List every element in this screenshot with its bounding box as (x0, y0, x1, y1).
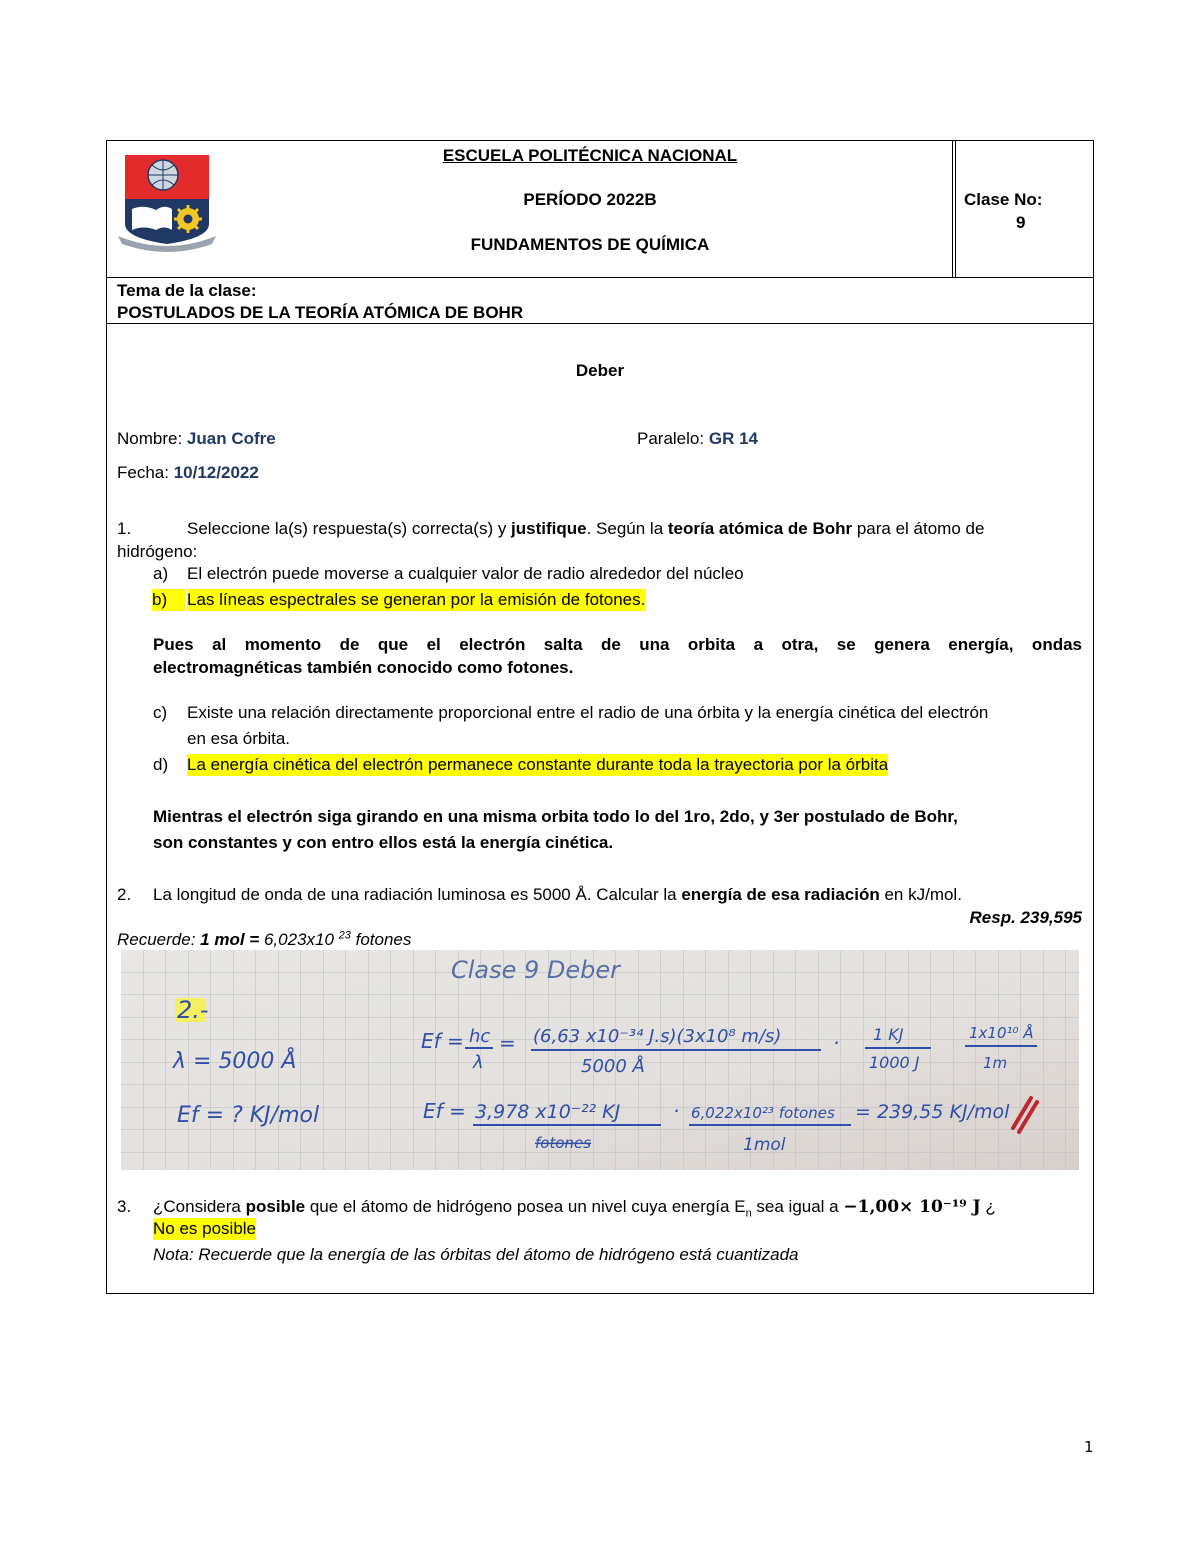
q2-reminder-exponent: 23 (338, 929, 351, 942)
q1-option-c-letter: c) (153, 703, 168, 722)
q2-prompt (153, 884, 962, 906)
q3-prompt-subscript: n (745, 1207, 752, 1220)
hw-eq1-lhs: Ef = (421, 1029, 464, 1053)
hw-conv2-bot: 1m (983, 1054, 1008, 1072)
q3-prompt-text-3: sea igual a (751, 1197, 844, 1216)
hw-eq2-result: = 239,55 KJ/mol (855, 1101, 1010, 1123)
hw-given-lambda: λ = 5000 Å (173, 1049, 297, 1074)
svg-text:·: · (673, 1099, 680, 1123)
q1-prompt-text-2: . Según la (586, 519, 668, 538)
q3-prompt (153, 1196, 996, 1218)
q1-prompt-bold-2: teoría atómica de Bohr (667, 519, 853, 538)
q1-option-b-letter: b) (152, 589, 185, 611)
q1-option-c-line2: en esa órbita. (187, 729, 291, 748)
q1-option-d-letter: d) (153, 755, 169, 774)
hw-eq2-value-bottom: fotones (535, 1134, 592, 1152)
hw-conv2-top: 1x10¹⁰ Å (969, 1024, 1034, 1042)
hw-eq1-frac-bot: λ (473, 1052, 484, 1073)
hw-eq2-mul-top: 6,022x10²³ fotones (691, 1104, 835, 1122)
q1-option-a: El electrón puede moverse a cualquier valor de radio alrededor del núcleo (187, 564, 744, 583)
hw-number: 2.- (177, 996, 209, 1024)
q3-prompt-text-2: que el átomo de hidrógeno posea un nivel cuya energía E (305, 1197, 746, 1216)
hw-given-ef: Ef = ? KJ/mol (177, 1103, 320, 1128)
q3-number: 3. (117, 1197, 132, 1216)
q1-option-d: La energía cinética del electrón permanece constante durante toda la trayectoria por la órbita (187, 755, 889, 774)
q3-prompt-text: ¿Considera (153, 1197, 246, 1216)
q2-prompt-bold: energía de esa radiación (681, 885, 880, 904)
q2-reminder-bold: 1 mol = (200, 930, 260, 949)
hw-conv1-bot: 1000 J (869, 1053, 920, 1072)
q1-prompt-text-3: para el átomo de (852, 519, 985, 538)
topic-title: POSTULADOS DE LA TEORÍA ATÓMICA DE BOHR (117, 303, 524, 322)
hw-eq1-num: (6,63 x10⁻³⁴ J.s)(3x10⁸ m/s) (533, 1026, 782, 1047)
header-divider-inner (955, 140, 956, 278)
q3-energy-value: −1,00× 10⁻¹⁹ J (843, 1197, 981, 1217)
hw-eq2-value: 3,978 x10⁻²² KJ (475, 1101, 621, 1123)
q1-prompt-bold: justifique (511, 519, 587, 538)
hw-eq1-den: 5000 Å (581, 1056, 645, 1077)
q1-justification-d-line2: son constantes y con entro ellos está la energía cinética. (153, 833, 614, 852)
q2-number: 2. (117, 885, 132, 904)
q1-number: 1. (117, 519, 132, 538)
q1-prompt (187, 518, 984, 540)
q2-reminder-value: 6,023x10 (259, 930, 339, 949)
topic-label: Tema de la clase: (117, 281, 257, 300)
clase-number: 9 (1016, 213, 1026, 232)
handwritten-solution-photo (121, 950, 1079, 1170)
clase-label: Clase No: (964, 190, 1043, 209)
q1-justification-b-line2: electromagnéticas también conocido como fotones. (153, 658, 574, 677)
q2-reminder-unit: fotones (350, 930, 412, 949)
q1-justification-d-line1: Mientras el electrón siga girando en una misma orbita todo lo del 1ro, 2do, y 3er postulado de Bohr, (153, 807, 958, 826)
parallel-line (637, 428, 758, 450)
q1-prompt-text: Seleccione la(s) respuesta(s) correcta(s) y (187, 519, 512, 538)
q1-prompt-line2: hidrógeno: (117, 542, 198, 561)
name-line (117, 428, 276, 450)
hw-title: Clase 9 Deber (451, 956, 621, 984)
hw-eq2-mul-bottom: 1mol (743, 1135, 786, 1155)
school-logo (116, 152, 222, 258)
course-name: FUNDAMENTOS DE QUÍMICA (470, 235, 710, 254)
row-divider-1 (106, 277, 1094, 278)
date-label: Fecha: (117, 463, 169, 482)
q2-prompt-text: La longitud de onda de una radiación luminosa es 5000 Å. Calcular la (153, 885, 682, 904)
q1-justification-b-line1: Pues al momento de que el electrón salta de una orbita a otra, se genera energía, ondas (153, 635, 1082, 654)
page-number: 1 (1084, 1438, 1094, 1456)
svg-text:=: = (499, 1031, 516, 1055)
q2-reminder (117, 929, 411, 951)
q3-note: Nota: Recuerde que la energía de las órbitas del átomo de hidrógeno está cuantizada (153, 1245, 799, 1264)
date-value: 10/12/2022 (173, 463, 259, 482)
q1-option-b: Las líneas espectrales se generan por la emisión de fotones. (187, 590, 646, 609)
name-value: Juan Cofre (186, 429, 276, 448)
header-divider (952, 140, 953, 278)
q1-option-c-line1: Existe una relación directamente proporcional entre el radio de una órbita y la energía cinética del electrón (187, 703, 989, 722)
q2-answer: Resp. 239,595 (969, 908, 1082, 927)
q1-option-a-letter: a) (153, 564, 169, 583)
svg-text:·: · (833, 1031, 840, 1055)
q2-reminder-label: Recuerde: (117, 930, 201, 949)
parallel-value: GR 14 (708, 429, 758, 448)
hw-conv1-top: 1 KJ (873, 1025, 904, 1044)
hw-eq1-frac-top: hc (469, 1026, 491, 1047)
q3-prompt-text-4: ¿ (980, 1197, 996, 1216)
school-name: ESCUELA POLITÉCNICA NACIONAL (442, 146, 738, 165)
date-line (117, 462, 259, 484)
period: PERÍODO 2022B (523, 190, 657, 209)
q3-answer: No es posible (153, 1219, 257, 1238)
q3-prompt-bold: posible (245, 1197, 306, 1216)
name-label: Nombre: (117, 429, 183, 448)
q2-prompt-text-2: en kJ/mol. (879, 885, 962, 904)
hw-eq2-lhs: Ef = (423, 1099, 466, 1123)
assignment-heading: Deber (575, 361, 625, 380)
parallel-label: Paralelo: (637, 429, 705, 448)
